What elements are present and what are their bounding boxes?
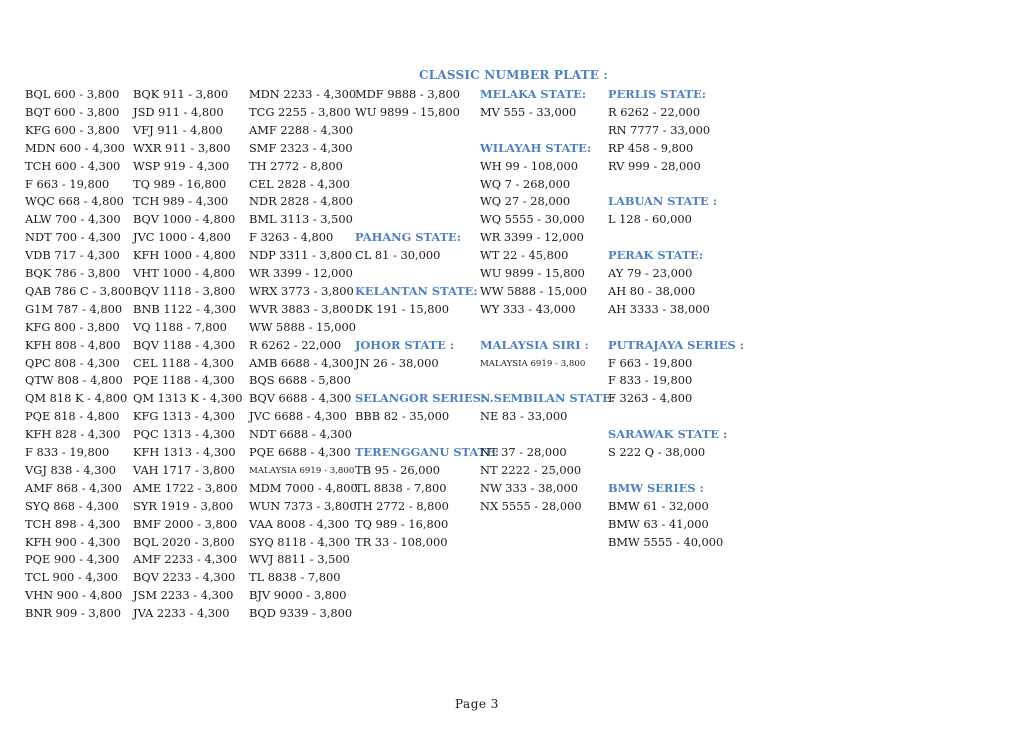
section-heading: MELAKA STATE: <box>480 87 587 101</box>
plate-entry: TCH 898 - 4,300 <box>25 516 121 531</box>
plate-entry: MV 555 - 33,000 <box>480 104 577 119</box>
plate-entry: QM 818 K - 4,800 <box>25 391 128 406</box>
plate-entry: NDP 3311 - 3,800 <box>249 248 353 263</box>
plate-entry: BQL 600 - 3,800 <box>25 87 120 101</box>
plate-entry: BMW 61 - 32,000 <box>608 498 709 513</box>
plate-entry: TCH 600 - 4,300 <box>25 158 121 173</box>
plate-entry: NX 5555 - 28,000 <box>480 498 582 513</box>
plate-entry: BQT 600 - 3,800 <box>25 104 120 119</box>
plate-entry: MALAYSIA 6919 - 3,800 <box>480 359 586 369</box>
plate-entry: MDN 600 - 4,300 <box>25 140 125 155</box>
plate-entry: AH 80 - 38,000 <box>608 283 696 298</box>
plate-entry: WW 5888 - 15,000 <box>480 283 587 298</box>
plate-entry: S 222 Q - 38,000 <box>608 445 706 459</box>
plate-entry: WQ 5555 - 30,000 <box>480 212 585 227</box>
section-heading: PUTRAJAYA SERIES : <box>608 337 744 352</box>
plate-entry: F 833 - 19,800 <box>608 373 693 388</box>
plate-entry: KFG 800 - 3,800 <box>25 319 120 334</box>
plate-entry: BMF 2000 - 3,800 <box>133 516 238 531</box>
plate-entry: VQ 1188 - 7,800 <box>133 319 227 334</box>
plate-entry: WQC 668 - 4,800 <box>25 194 124 209</box>
plate-entry: TQ 989 - 16,800 <box>355 516 449 531</box>
plate-entry: CL 81 - 30,000 <box>355 248 441 263</box>
plate-entry: KFG 600 - 3,800 <box>25 122 120 137</box>
plate-entry: BQD 9339 - 3,800 <box>249 606 353 621</box>
plate-entry: DK 191 - 15,800 <box>355 301 449 316</box>
plate-entry: BML 3113 - 3,500 <box>249 212 353 227</box>
plate-entry: F 833 - 19,800 <box>25 445 110 459</box>
section-heading: BMW SERIES : <box>608 480 704 495</box>
plate-entry: JN 26 - 38,000 <box>355 355 439 370</box>
plate-entry: NDT 700 - 4,300 <box>25 230 121 245</box>
plate-entry: JVC 1000 - 4,800 <box>133 230 231 245</box>
plate-entry: NW 333 - 38,000 <box>480 480 578 495</box>
plate-entry: CEL 1188 - 4,300 <box>133 355 234 370</box>
plate-entry: JSM 2233 - 4,300 <box>133 588 234 603</box>
plate-entry: NT 2222 - 25,000 <box>480 462 582 477</box>
plate-entry: CEL 2828 - 4,300 <box>249 176 350 191</box>
plate-entry: BQK 911 - 3,800 <box>133 87 229 101</box>
plate-entry: F 3263 - 4,800 <box>249 230 334 245</box>
plate-entry: WU 9899 - 15,800 <box>480 266 585 280</box>
plate-entry: BQS 6688 - 5,800 <box>249 373 351 388</box>
plate-entry: KFH 828 - 4,300 <box>25 427 121 442</box>
plate-entry: VAA 8008 - 4,300 <box>249 516 350 531</box>
plate-entry: QM 1313 K - 4,300 <box>133 391 243 406</box>
page-title: CLASSIC NUMBER PLATE : <box>419 68 609 82</box>
plate-entry: R 6262 - 22,000 <box>249 337 342 352</box>
section-heading: SELANGOR SERIES: <box>355 391 486 406</box>
plate-entry: BQV 2233 - 4,300 <box>133 570 236 585</box>
plate-entry: AMF 2288 - 4,300 <box>249 122 354 137</box>
plate-entry: WR 3399 - 12,000 <box>249 266 353 280</box>
plate-entry: WQ 7 - 268,000 <box>480 176 571 191</box>
plate-entry: MDN 2233 - 4,300 <box>249 87 357 101</box>
plate-entry: BQK 786 - 3,800 <box>25 266 121 280</box>
plate-entry: SYQ 8118 - 4,300 <box>249 534 350 549</box>
plate-entry: TB 95 - 26,000 <box>355 462 441 477</box>
plate-entry: KFH 808 - 4,800 <box>25 337 121 352</box>
plate-entry: VHN 900 - 4,800 <box>25 588 123 603</box>
plate-entry: TL 8838 - 7,800 <box>355 480 447 495</box>
plate-entry: WW 5888 - 15,000 <box>249 319 356 334</box>
plate-entry: QAB 786 C - 3,800 <box>25 283 133 298</box>
plate-entry: WH 99 - 108,000 <box>480 158 578 173</box>
plate-entry: WU 9899 - 15,800 <box>355 104 460 119</box>
plate-entry: PQE 6688 - 4,300 <box>249 445 351 459</box>
plate-entry: BQV 6688 - 4,300 <box>249 391 352 406</box>
plate-entry: PQE 818 - 4,800 <box>25 409 120 424</box>
plate-entry: TCG 2255 - 3,800 <box>249 104 351 119</box>
plate-entry: QTW 808 - 4,800 <box>25 373 123 388</box>
plate-entry: BMW 5555 - 40,000 <box>608 534 724 549</box>
plate-entry: NDT 6688 - 4,300 <box>249 427 353 442</box>
plate-entry: WRX 3773 - 3,800 <box>249 283 354 298</box>
plate-entry: AME 1722 - 3,800 <box>133 480 238 495</box>
plate-entry: JSD 911 - 4,800 <box>133 104 224 119</box>
plate-entry: TQ 989 - 16,800 <box>133 176 227 191</box>
plate-entry: WQ 27 - 28,000 <box>480 194 571 209</box>
plate-entry: MALAYSIA 6919 - 3,800 <box>249 466 355 477</box>
plate-entry: L 128 - 60,000 <box>608 212 692 227</box>
plate-entry: TCH 989 - 4,300 <box>133 194 229 209</box>
plate-entry: BQV 1000 - 4,800 <box>133 212 236 227</box>
plate-entry: AMF 868 - 4,300 <box>25 480 122 495</box>
plate-entry: WSP 919 - 4,300 <box>133 158 230 173</box>
plate-entry: TR 33 - 108,000 <box>355 534 448 549</box>
plate-entry: KFH 900 - 4,300 <box>25 534 121 549</box>
plate-entry: BQL 2020 - 3,800 <box>133 534 235 549</box>
section-heading: WILAYAH STATE: <box>480 140 592 155</box>
section-heading: KELANTAN STATE: <box>355 283 478 298</box>
plate-entry: SYR 1919 - 3,800 <box>133 498 234 513</box>
plate-entry: BMW 63 - 41,000 <box>608 516 709 531</box>
plate-entry: BNB 1122 - 4,300 <box>133 301 237 316</box>
plate-entry: TCL 900 - 4,300 <box>25 570 118 585</box>
plate-entry: G1M 787 - 4,800 <box>25 301 123 316</box>
section-heading: LABUAN STATE : <box>608 194 717 209</box>
plate-entry: NDR 2828 - 4,800 <box>249 194 353 209</box>
plate-entry: TL 8838 - 7,800 <box>249 570 341 585</box>
plate-entry: VHT 1000 - 4,800 <box>133 266 236 280</box>
section-heading: PERLIS STATE: <box>608 87 706 101</box>
plate-entry: RN 7777 - 33,000 <box>608 122 711 137</box>
plate-entry: SYQ 868 - 4,300 <box>25 498 119 513</box>
plate-entry: WVR 3883 - 3,800 <box>249 301 354 316</box>
section-heading: MALAYSIA SIRI : <box>480 337 589 352</box>
plate-entry: SMF 2323 - 4,300 <box>249 140 353 155</box>
plate-entry: JVA 2233 - 4,300 <box>133 606 230 621</box>
plate-entry: WY 333 - 43,000 <box>480 301 576 316</box>
plate-entry: MDM 7000 - 4,800 <box>249 480 358 495</box>
plate-entry: WVJ 8811 - 3,500 <box>249 552 350 567</box>
plate-entry: VFJ 911 - 4,800 <box>133 122 223 137</box>
plate-entry: PQC 1313 - 4,300 <box>133 427 236 442</box>
plate-entry: TH 2772 - 8,800 <box>249 158 343 173</box>
plate-entry: KFG 1313 - 4,300 <box>133 409 235 424</box>
plate-entry: KFH 1313 - 4,300 <box>133 445 236 459</box>
plate-entry: JVC 6688 - 4,300 <box>249 409 347 424</box>
plate-entry: VGJ 838 - 4,300 <box>25 462 116 477</box>
plate-entry: RV 999 - 28,000 <box>608 158 701 173</box>
plate-entry: F 663 - 19,800 <box>608 355 693 370</box>
plate-entry: WXR 911 - 3,800 <box>133 140 231 155</box>
plate-entry: WR 3399 - 12,000 <box>480 230 584 245</box>
plate-entry: AMB 6688 - 4,300 <box>249 355 354 370</box>
section-heading: TERENGGANU STATE: <box>355 445 499 459</box>
section-heading: N.SEMBILAN STATE: <box>480 391 616 406</box>
plate-entry: F 3263 - 4,800 <box>608 391 693 406</box>
plate-entry: PQE 1188 - 4,300 <box>133 373 235 388</box>
plate-entry: F 663 - 19,800 <box>25 176 110 191</box>
section-heading: SARAWAK STATE : <box>608 427 728 442</box>
plate-entry: R 6262 - 22,000 <box>608 104 701 119</box>
section-heading: PERAK STATE: <box>608 248 704 263</box>
plate-entry: RP 458 - 9,800 <box>608 140 694 155</box>
plate-entry: BBB 82 - 35,000 <box>355 409 450 424</box>
plate-entry: AMF 2233 - 4,300 <box>133 552 238 567</box>
plate-entry: PQE 900 - 4,300 <box>25 552 120 567</box>
plate-entry: TH 2772 - 8,800 <box>355 498 449 513</box>
plate-entry: BJV 9000 - 3,800 <box>249 588 347 603</box>
plate-entry: AH 3333 - 38,000 <box>608 301 710 316</box>
plate-entry: VDB 717 - 4,300 <box>25 248 120 263</box>
plate-entry: WT 22 - 45,800 <box>480 248 569 263</box>
plate-entry: NE 83 - 33,000 <box>480 409 568 424</box>
plate-entry: BQV 1188 - 4,300 <box>133 337 236 352</box>
plate-entry: QPC 808 - 4,300 <box>25 355 120 370</box>
plate-entry: VAH 1717 - 3,800 <box>133 462 235 477</box>
plate-entry: BNR 909 - 3,800 <box>25 606 121 621</box>
plate-entry: BQV 1118 - 3,800 <box>133 283 236 298</box>
plate-entry: MDF 9888 - 3,800 <box>355 87 461 101</box>
page-number: Page 3 <box>455 697 499 711</box>
plate-entry: AY 79 - 23,000 <box>608 266 693 280</box>
section-heading: JOHOR STATE : <box>355 337 455 352</box>
plate-entry: KFH 1000 - 4,800 <box>133 248 236 263</box>
plate-entry: NT 37 - 28,000 <box>480 445 567 459</box>
plate-entry: WUN 7373 - 3,800 <box>249 498 357 513</box>
section-heading: PAHANG STATE: <box>355 230 461 245</box>
plate-entry: ALW 700 - 4,300 <box>25 212 121 227</box>
